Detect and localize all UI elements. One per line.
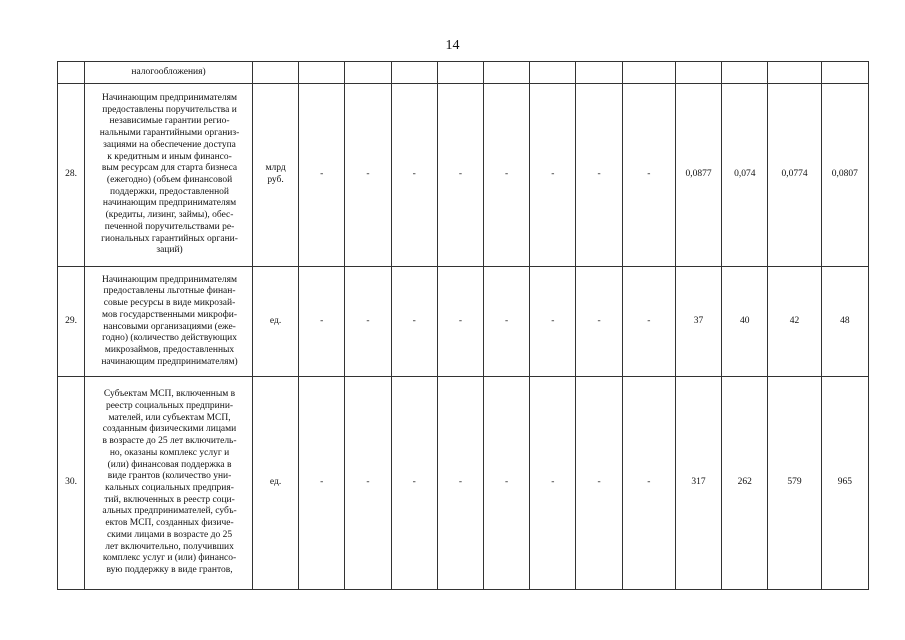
- value-cell: [768, 62, 821, 84]
- description-line: Субъектам МСП, включенным в: [103, 389, 236, 400]
- value-cell: 0,0774: [768, 84, 821, 267]
- description-line: Начинающим предпринимателям: [102, 93, 238, 104]
- page-number: 14: [445, 38, 460, 53]
- description-line: заций): [156, 245, 183, 256]
- description-line: вым ресурсам для старта бизнеса: [101, 163, 238, 174]
- description-line: предоставлены поручительства и: [102, 104, 237, 115]
- indicator-description: [85, 84, 253, 267]
- description-line: но, оказаны комплекс услуг и: [109, 447, 230, 458]
- description-line: скими лицами в возрасте до 25: [106, 529, 233, 540]
- indicator-description: [85, 267, 253, 377]
- value-cell: [622, 62, 675, 84]
- description-line: Начинающим предпринимателям: [102, 274, 238, 285]
- row-number: 29.: [58, 267, 85, 377]
- value-cell: -: [484, 267, 530, 377]
- description-line: реестр социальных предприни-: [105, 401, 234, 412]
- unit-cell: [252, 62, 298, 84]
- description-line: лет включительно, получивших: [105, 541, 234, 552]
- table-row: [58, 84, 869, 267]
- value-cell: 965: [821, 377, 868, 590]
- value-cell: 42: [768, 267, 821, 377]
- description-line: мателей, или субъектам МСП,: [108, 412, 231, 423]
- value-cell: [437, 62, 483, 84]
- unit-cell: млрд руб.: [252, 84, 298, 267]
- description-line: к кредитным и иным финансо-: [107, 151, 232, 162]
- description-line: кальных социальных предприя-: [105, 483, 234, 493]
- value-cell: -: [299, 377, 345, 590]
- description-line: микрозаймов, предоставленных: [104, 344, 235, 355]
- table-row: [58, 377, 869, 590]
- value-cell: -: [576, 377, 622, 590]
- description-line: вую поддержку в виде грантов,: [106, 564, 233, 575]
- value-cell: 37: [675, 267, 721, 377]
- description-line: нальными гарантийными организ-: [99, 128, 240, 139]
- description-line: (или) финансовая поддержка в: [107, 459, 232, 470]
- table-row: [58, 267, 869, 377]
- description-line: налогообложения): [131, 66, 206, 77]
- indicators-table: [57, 61, 869, 590]
- value-cell: -: [391, 84, 437, 267]
- description-line: альных предпринимателей, субъ-: [102, 506, 237, 517]
- value-cell: [675, 62, 721, 84]
- value-cell: 0,0807: [821, 84, 868, 267]
- value-cell: -: [391, 267, 437, 377]
- value-cell: [821, 62, 868, 84]
- description-line: тий, включенных в реестр соци-: [104, 494, 235, 505]
- value-cell: -: [576, 267, 622, 377]
- value-cell: 262: [722, 377, 768, 590]
- description-line: комплекс услуг и (или) финансо-: [102, 553, 237, 564]
- description-line: годно) (количество действующих: [102, 333, 237, 344]
- value-cell: -: [622, 377, 675, 590]
- indicator-description: [85, 377, 253, 590]
- value-cell: -: [299, 84, 345, 267]
- row-number: [58, 62, 85, 84]
- value-cell: -: [622, 267, 675, 377]
- value-cell: -: [299, 267, 345, 377]
- value-cell: -: [345, 377, 391, 590]
- description-line: нансовыми организациями (еже-: [103, 321, 236, 332]
- unit-cell: ед.: [252, 377, 298, 590]
- description-line: виде грантов (количество уни-: [107, 471, 232, 482]
- description-line: (кредиты, лизинг, займы), обес-: [105, 210, 234, 221]
- value-cell: -: [391, 377, 437, 590]
- description-line: поддержки, предоставленной: [110, 186, 230, 197]
- value-cell: 579: [768, 377, 821, 590]
- description-line: предоставлены льготные финан-: [103, 286, 236, 297]
- value-cell: 0,0877: [675, 84, 721, 267]
- description-line: созданным физическими лицами: [102, 424, 237, 435]
- value-cell: -: [437, 377, 483, 590]
- value-cell: [722, 62, 768, 84]
- description-line: мов государственными микрофи-: [102, 309, 238, 320]
- description-line: ектов МСП, созданных физиче-: [105, 518, 234, 529]
- row-number: 28.: [58, 84, 85, 267]
- value-cell: -: [437, 267, 483, 377]
- value-cell: [530, 62, 576, 84]
- value-cell: -: [437, 84, 483, 267]
- description-line: начинающим предпринимателям): [101, 356, 238, 367]
- value-cell: -: [530, 267, 576, 377]
- value-cell: [345, 62, 391, 84]
- description-line: совые ресурсы в виде микрозай-: [103, 298, 236, 309]
- value-cell: [484, 62, 530, 84]
- value-cell: [576, 62, 622, 84]
- table-body: [58, 62, 869, 590]
- description-line: независимые гарантии регио-: [109, 116, 230, 127]
- value-cell: -: [484, 377, 530, 590]
- value-cell: -: [484, 84, 530, 267]
- indicator-description: [85, 62, 253, 84]
- description-line: начинающим предпринимателям: [102, 198, 237, 209]
- description-line: гиональных гарантийных органи-: [101, 233, 238, 244]
- value-cell: -: [345, 84, 391, 267]
- value-cell: 40: [722, 267, 768, 377]
- value-cell: -: [345, 267, 391, 377]
- value-cell: [299, 62, 345, 84]
- row-number: 30.: [58, 377, 85, 590]
- unit-cell: ед.: [252, 267, 298, 377]
- description-line: зациями на обеспечение доступа: [103, 139, 236, 150]
- value-cell: 48: [821, 267, 868, 377]
- value-cell: 0,074: [722, 84, 768, 267]
- value-cell: -: [530, 377, 576, 590]
- value-cell: -: [622, 84, 675, 267]
- value-cell: -: [576, 84, 622, 267]
- description-line: в возрасте до 25 лет включитель-: [102, 436, 237, 447]
- description-line: (ежегодно) (объем финансовой: [106, 175, 233, 185]
- description-line: печенной поручительствами ре-: [104, 221, 235, 232]
- table-row: [58, 62, 869, 84]
- value-cell: [391, 62, 437, 84]
- value-cell: -: [530, 84, 576, 267]
- value-cell: 317: [675, 377, 721, 590]
